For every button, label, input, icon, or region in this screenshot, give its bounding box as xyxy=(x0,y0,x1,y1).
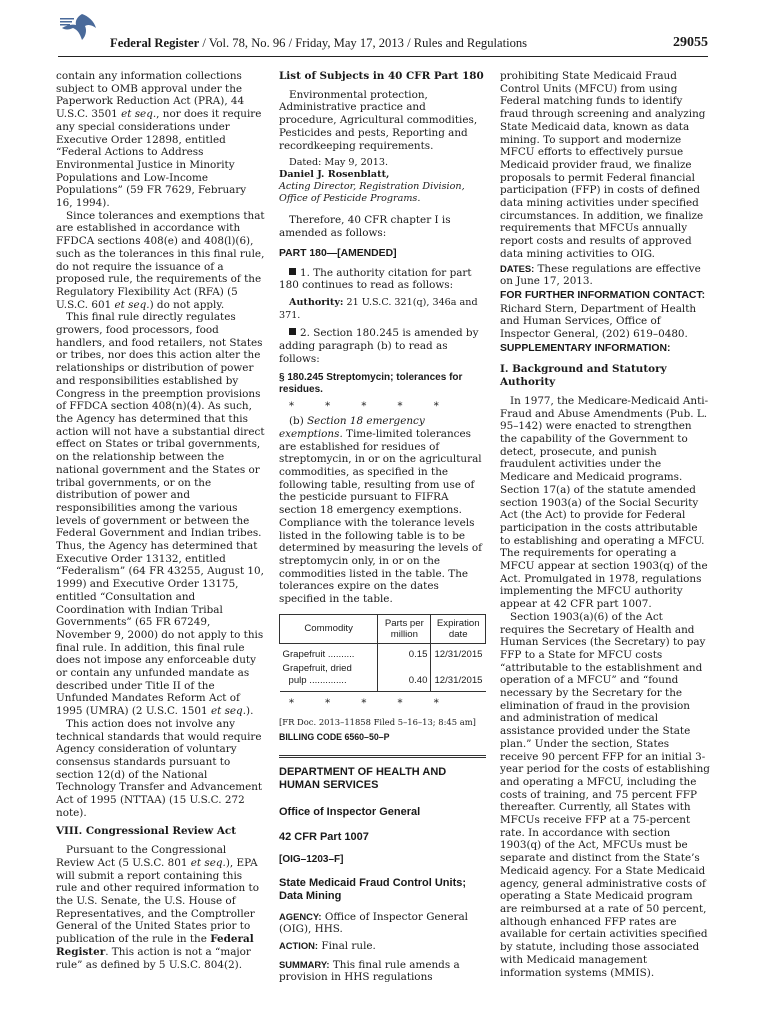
document-separator xyxy=(279,755,486,758)
agency-line: AGENCY: Office of Inspector General (OIG), HHS. xyxy=(279,910,468,936)
dated-line: Dated: May 9, 2013. xyxy=(289,157,389,169)
contact-label: FOR FURTHER INFORMATION CONTACT: xyxy=(500,289,706,301)
office-heading: Office of Inspector General xyxy=(279,806,421,819)
ppm-cell: 0.15 xyxy=(378,643,431,662)
paragraph: prohibiting State Medicaid Fraud Control Units (MFCU) from using Federal matching funds to identify fraud through screening and analyzing State Medicaid data, known as data mining. To support and modernize MFCU efforts to effectively pursue Medicaid provider fraud, we finalize proposals to permit Federal financial participation (FFP) in costs of defined data mining activities under specified circumstances. In addition, we finalize requirements that MFCUs annually report costs and results of approved data mining activities to OIG. xyxy=(500,70,706,260)
paragraph: Since tolerances and exemptions that are established in accordance with FFDCA sections 408(e) and 408(l)(6), such as the tolerances in this final rule, do not require the issuance of a proposed rule, the requirements of the Regulatory Flexibility Act (RFA) (5 U.S.C. 601 et seq.) do not apply. xyxy=(56,209,265,311)
column-2 xyxy=(279,70,486,984)
table-header: Parts per million xyxy=(378,614,431,643)
docket-number: [OIG–1203–F] xyxy=(279,853,344,865)
ppm-cell: 0.40 xyxy=(378,662,431,692)
authority-citation: Authority: 21 U.S.C. 321(q), 346a and 371. xyxy=(279,297,478,321)
date-cell: 12/31/2015 xyxy=(431,643,486,662)
bullet-square-icon xyxy=(289,268,296,275)
signer-title: Acting Director, Registration Division, Office of Pesticide Programs. xyxy=(279,181,465,205)
eagle-seal-icon xyxy=(58,12,100,42)
table-row xyxy=(280,662,486,692)
signer-name: Daniel J. Rosenblatt, xyxy=(279,169,390,181)
bullet-square-icon xyxy=(289,328,296,335)
rule-title: State Medicaid Fraud Control Units; Data Mining xyxy=(279,876,467,902)
paragraph: In 1977, the Medicare-Medicaid Anti-Fraud and Abuse Amendments (Pub. L. 95–142) were enacted to strengthen the capability of the Government to detect, prosecute, and punish fraudulent activities under the Medicare and Medicaid programs. Section 17(a) of the statute amended section 1903(a) of the Social Security Act (the Act) to provide for Federal participation in the costs attributable to establishing and operating a MFCU. The requirements for operating a MFCU appear at section 1903(q) of the Act. Promulgated in 1978, regulations implementing the MFCU authority appear at 42 CFR part 1007. xyxy=(500,394,709,611)
section-heading: § 180.245 Streptomycin; tolerances for residues. xyxy=(279,371,463,395)
cfr-heading: 42 CFR Part 1007 xyxy=(279,831,369,844)
amendatory-instruction: 1. The authority citation for part 180 continues to read as follows: xyxy=(279,266,472,292)
page-number: 29055 xyxy=(673,35,708,50)
part-heading: PART 180—[AMENDED] xyxy=(279,247,397,259)
subjects-list: Environmental protection, Administrative practice and procedure, Agricultural commodities, Pesticides and pests, Reporting and recordkeeping requirements. xyxy=(279,88,478,152)
date-cell: 12/31/2015 xyxy=(431,662,486,692)
paragraph: (b) Section 18 emergency exemptions. Time-limited tolerances are established for residues of streptomycin, in or on the agricultural commodities, as specified in the following table, resulting from use of the pesticide pursuant to FIFRA section 18 emergency exemptions. Compliance with the tolerance levels listed in the following table is to be determined by measuring the levels of streptomycin only, in or on the commodities listed in the table. The tolerances expire on the dates specified in the table. xyxy=(279,415,482,606)
header-rule xyxy=(58,56,708,57)
table-row xyxy=(280,643,486,662)
table-header: Commodity xyxy=(280,614,378,643)
department-heading: DEPARTMENT OF HEALTH AND HUMAN SERVICES xyxy=(279,766,447,792)
action-line: ACTION: Final rule. xyxy=(279,940,376,953)
subjects-heading: List of Subjects in 40 CFR Part 180 xyxy=(279,70,484,82)
billing-code: BILLING CODE 6560–50–P xyxy=(279,731,390,742)
column-3 xyxy=(500,70,710,979)
tolerance-table xyxy=(279,614,486,692)
column-1 xyxy=(56,70,265,971)
paragraph: Section 1903(a)(6) of the Act requires the Secretary of Health and Human Services (the Secretary) to pay FFP to a State for MFCU costs “attributable to the establishment and operation of a MFCU” and “found necessary by the Secretary for the elimination of fraud in the provision and administration of medical assistance provided under the State plan.” Under the section, States receive 90 percent FFP for an initial 3-year period for the costs of establishing and operating a MFCU, including the costs of training, and 75 percent FFP thereafter. Currently, all States with MFCUs receive FFP at a 75-percent rate. In accordance with section 1903(q) of the Act, MFCUs must be separate and distinct from the State’s Medicaid agency. For a State Medicaid agency, general administrative costs of operating a State Medicaid program are reimbursed at a rate of 50 percent, although enhanced FFP rates are available for certain activities specified by statute, including those associated with Medicaid management information systems (MMIS). xyxy=(500,610,710,979)
supplementary-label: SUPPLEMENTARY INFORMATION: xyxy=(500,342,671,354)
ellipsis-stars: * * * * * xyxy=(289,400,453,412)
paragraph: Therefore, 40 CFR chapter I is amended as follows: xyxy=(279,214,451,239)
fr-doc-line: [FR Doc. 2013–11858 Filed 5–16–13; 8:45 am] xyxy=(279,716,476,727)
section-heading: VIII. Congressional Review Act xyxy=(56,825,237,838)
publication-name: Federal Register xyxy=(110,36,200,50)
table-header: Expiration date xyxy=(431,614,486,643)
amendatory-instruction: 2. Section 180.245 is amended by adding paragraph (b) to read as follows: xyxy=(279,327,479,365)
summary-line: SUMMARY: This final rule amends a provision in HHS regulations xyxy=(279,958,460,984)
commodity-cell: Grapefruit .......... xyxy=(282,648,355,660)
commodity-cell: Grapefruit, dried pulp .............. xyxy=(280,662,378,692)
paragraph: This final rule directly regulates growers, food processors, food handlers, and food retailers, not States or tribes, nor does this action alter the relationships or distribution of power and responsibilities established by Congress in the preemption provisions of FFDCA section 408(n)(4). As such, the Agency has determined that this action will not have a substantial direct effect on States or tribal governments, on the relationship between the national government and the States or tribal governments, or on the distribution of power and responsibilities among the various levels of government or between the Federal Government and Indian tribes. Thus, the Agency has determined that Executive Order 13132, entitled “Federalism” (64 FR 43255, August 10, 1999) and Executive Order 13175, entitled “Consultation and Coordination with Indian Tribal Governments” (65 FR 67249, November 9, 2000) do not apply to this final rule. In addition, this final rule does not impose any enforceable duty or contain any unfunded mandate as described under Title II of the Unfunded Mandates Reform Act of 1995 (UMRA) (2 U.S.C. 1501 et seq.). xyxy=(56,311,265,718)
page-header xyxy=(110,36,708,51)
issue-info: / Vol. 78, No. 96 / Friday, May 17, 2013 / Rules and Regulations xyxy=(199,36,528,50)
ellipsis-stars: * * * * * xyxy=(289,697,453,709)
paragraph: Pursuant to the Congressional Review Act (5 U.S.C. 801 et seq.), EPA will submit a report containing this rule and other required information to the U.S. Senate, the U.S. House of Representatives, and the Comptroller General of the United States prior to publication of the rule in the Federal Register. This action is not a “major rule” as defined by 5 U.S.C. 804(2). xyxy=(56,844,259,971)
dates-line: DATES: These regulations are effective on June 17, 2013. xyxy=(500,262,701,288)
contact-text: Richard Stern, Department of Health and Human Services, Office of Inspector General, (202) 619–0480. xyxy=(500,302,697,341)
gpo-authenticated-logo xyxy=(58,12,100,42)
section-heading: I. Background and Statutory Authority xyxy=(500,363,667,389)
paragraph: This action does not involve any technical standards that would require Agency consideration of voluntary consensus standards pursuant to section 12(d) of the National Technology Transfer and Advancement Act of 1995 (NTTAA) (15 U.S.C. 272 note). xyxy=(56,717,263,819)
paragraph: contain any information collections subject to OMB approval under the Paperwork Reduction Act (PRA), 44 U.S.C. 3501 et seq., nor does it require any special considerations under Executive Order 12898, entitled “Federal Actions to Address Environmental Justice in Minority Populations and Low-Income Populations” (59 FR 7629, February 16, 1994). xyxy=(56,70,262,210)
